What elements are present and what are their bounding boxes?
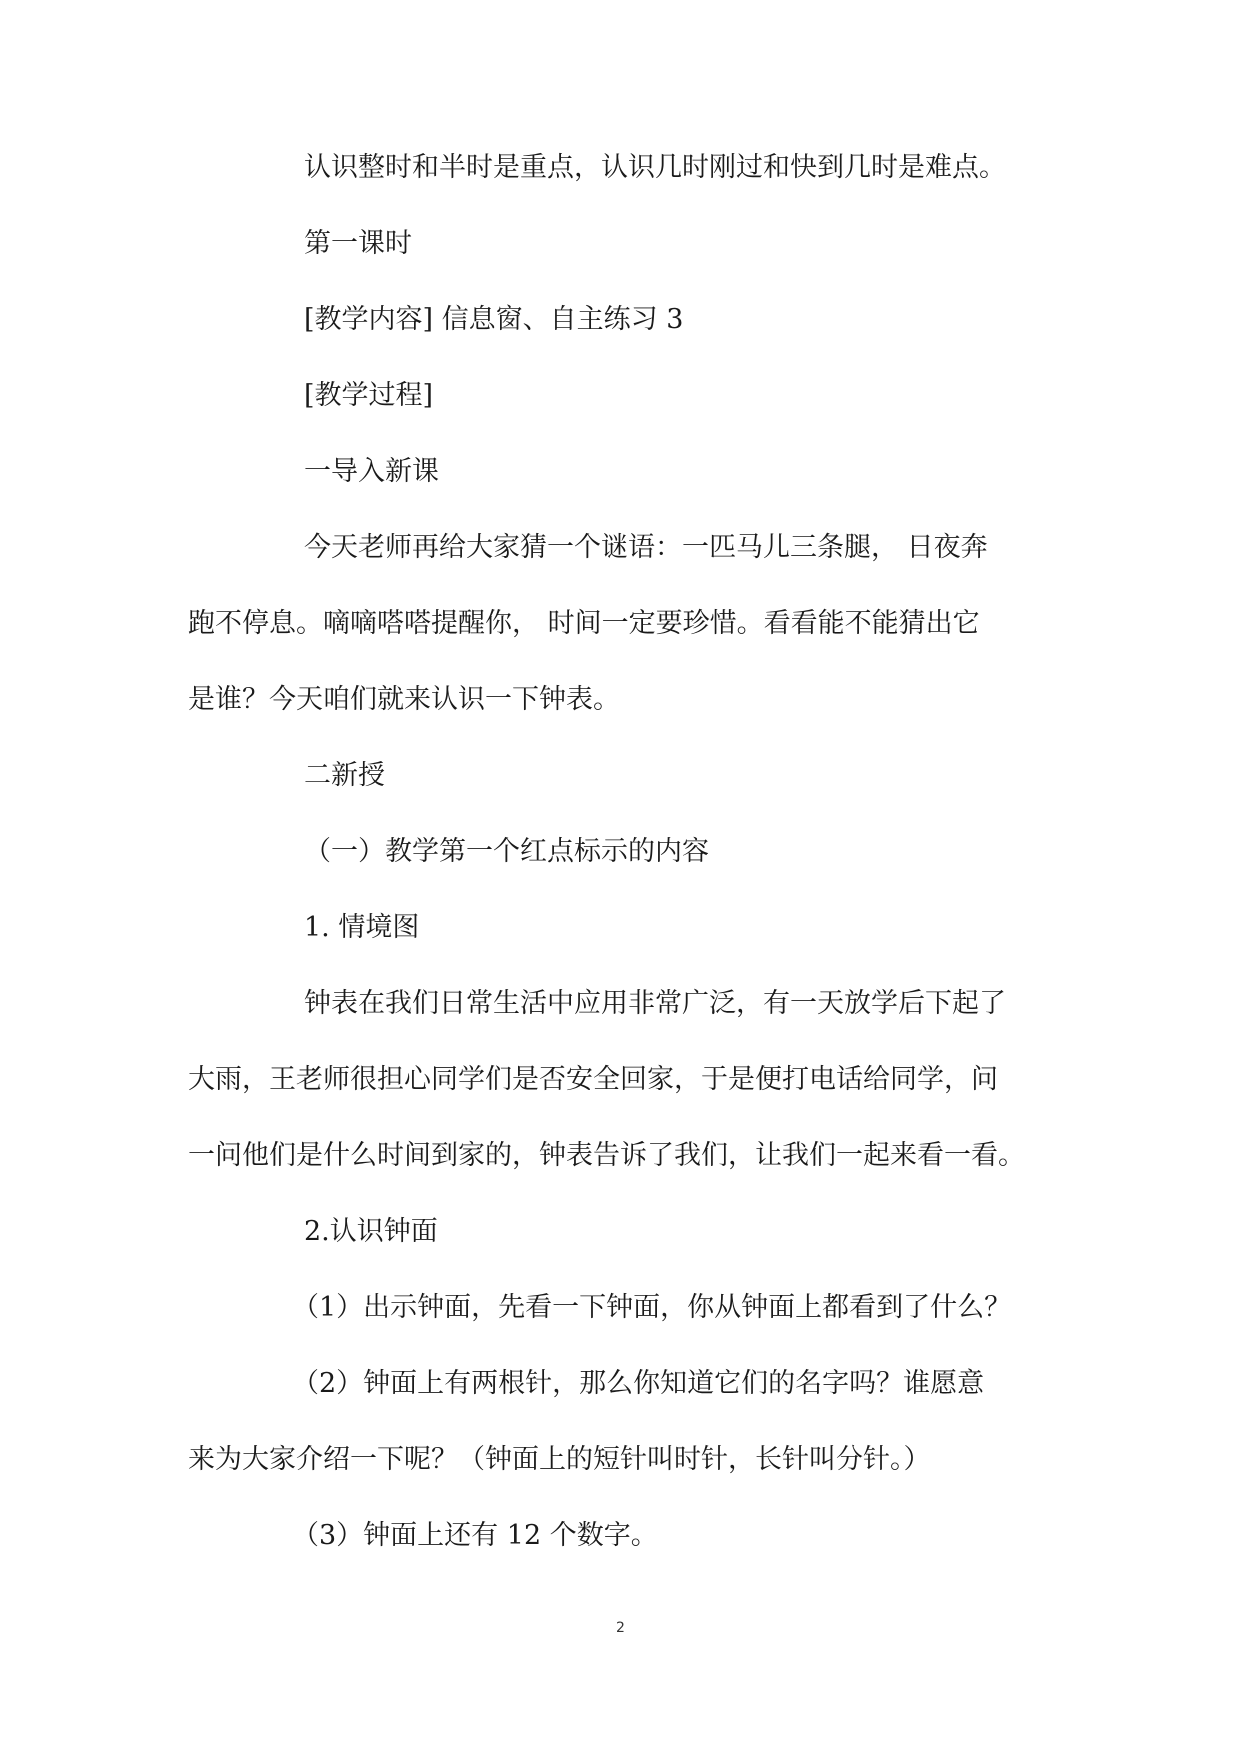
text-line: 二新授	[304, 760, 385, 791]
paragraph-teaching-content	[304, 282, 1184, 358]
text-line-wrapper	[304, 966, 1184, 1042]
text-line: 钟表在我们日常生活中应用非常广泛，有一天放学后下起了	[304, 988, 1006, 1019]
text-line: 今天老师再给大家猜一个谜语：一匹马儿三条腿， 日夜奔	[304, 532, 988, 563]
text-line: 1. 情境图	[304, 912, 420, 943]
paragraph-section-new	[304, 738, 1184, 814]
text-line: 跑不停息。嘀嘀嗒嗒提醒你， 时间一定要珍惜。看看能不能猜出它	[188, 608, 980, 639]
text-line-wrapper	[188, 586, 1068, 662]
page-number: 2	[616, 1620, 625, 1636]
paragraph-scene-image	[304, 890, 1184, 966]
text-line: 一导入新课	[304, 456, 439, 487]
paragraph-section-intro	[304, 434, 1184, 510]
text-line: （1）出示钟面，先看一下钟面，你从钟面上都看到了什么？	[292, 1292, 1012, 1323]
text-line: 一问他们是什么时间到家的，钟表告诉了我们，让我们一起来看一看。	[188, 1140, 1025, 1171]
paragraph-teaching-process	[304, 358, 1184, 434]
text-line: 2.认识钟面	[304, 1216, 438, 1247]
text-line: 来为大家介绍一下呢？（钟面上的短针叫时针，长针叫分针。）	[188, 1444, 931, 1475]
text-line-wrapper	[188, 1042, 1068, 1118]
text-line-wrapper	[188, 1422, 1068, 1498]
text-line-wrapper	[304, 510, 1184, 586]
paragraph-key-points	[304, 130, 1184, 206]
text-line-wrapper	[188, 662, 1068, 738]
paragraph-clock-face	[304, 1194, 1184, 1270]
text-line: [教学过程]	[304, 380, 434, 411]
text-line: （3）钟面上还有 12 个数字。	[292, 1520, 658, 1551]
paragraph-item-3	[292, 1498, 1172, 1574]
text-line-wrapper	[292, 1346, 1172, 1422]
text-line: （2）钟面上有两根针，那么你知道它们的名字吗？谁愿意	[292, 1368, 985, 1399]
text-line: 认识整时和半时是重点，认识几时刚过和快到几时是难点。	[304, 152, 1006, 183]
text-line: 是谁？今天咱们就来认识一下钟表。	[188, 684, 620, 715]
text-line: 大雨，王老师很担心同学们是否安全回家，于是便打电话给同学，问	[188, 1064, 998, 1095]
paragraph-item-1	[292, 1270, 1172, 1346]
text-line: （一）教学第一个红点标示的内容	[304, 836, 709, 867]
text-line-wrapper	[188, 1118, 1068, 1194]
text-line: 第一课时	[304, 228, 412, 259]
text-line: [教学内容] 信息窗、自主练习 3	[304, 304, 684, 335]
paragraph-subsection-one	[304, 814, 1184, 890]
paragraph-lesson-title	[304, 206, 1184, 282]
